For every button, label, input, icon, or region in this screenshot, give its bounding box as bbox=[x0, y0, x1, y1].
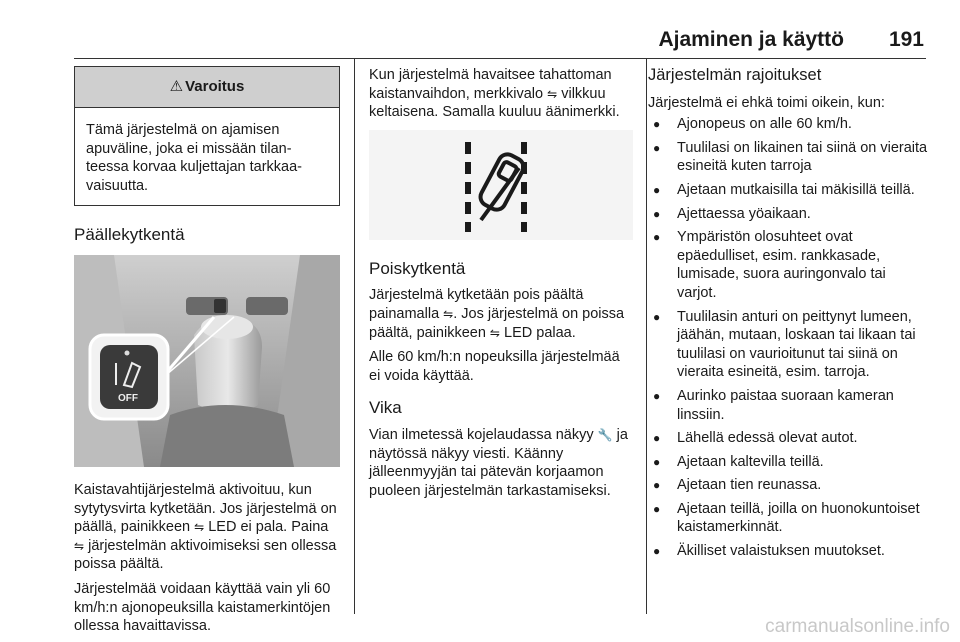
column-2 bbox=[369, 66, 633, 506]
paragraph-speed-limit: Järjestelmää voidaan käyttää vain yli 60 km/h:n ajonopeuksilla kaistamerkintöjen ollessa havaittavissa. bbox=[74, 580, 331, 635]
paragraph-detection: Kun järjestelmä havaitsee tahattoman kaistanvaihdon, merkkivalo ⇋ vilkkuu keltaisena. Samalla kuuluu äänimerkki. bbox=[369, 67, 620, 121]
lane-assist-icon: ⇋ bbox=[194, 520, 205, 535]
column-3 bbox=[648, 66, 928, 566]
warning-header bbox=[75, 67, 339, 108]
list-item: ● Tuulilasi on likainen tai siinä on vieraita esineitä kuten tarroja bbox=[648, 139, 928, 176]
list-item: ● Äkilliset valaistuksen muutokset. bbox=[648, 542, 928, 561]
console-button-photo bbox=[74, 255, 340, 467]
list-item: ● Aurinko paistaa suoraan kameran linssiin. bbox=[648, 387, 928, 424]
list-item: ● Tuulilasin anturi on peittynyt lumeen, jäähän, mutaan, loskaan tai likaan tai tuulilasi on vaurioitunut tai siinä on vieraita esineitä, esim. tarroja. bbox=[648, 308, 928, 382]
column-divider-2 bbox=[646, 58, 647, 614]
section-heading-deactivation: Poiskytkentä bbox=[369, 258, 466, 278]
paragraph-deactivation: Järjestelmä kytketään pois päältä painamalla ⇋. Jos järjestelmä on poissa päältä, painikkeen ⇋ LED palaa. bbox=[369, 287, 625, 341]
column-divider-1 bbox=[354, 58, 355, 614]
lane-assist-icon: ⇋ bbox=[74, 538, 85, 553]
wrench-icon: 🔧 bbox=[597, 427, 613, 442]
warning-icon: ⚠ bbox=[169, 77, 184, 95]
paragraph-low-speed: Alle 60 km/h:n nopeuksilla järjestelmää ei voida käyttää. bbox=[369, 349, 620, 384]
list-item: ● Lähellä edessä olevat autot. bbox=[648, 429, 928, 448]
list-item: ● Ajetaan kaltevilla teillä. bbox=[648, 453, 928, 472]
page-number: 191 bbox=[888, 28, 924, 51]
paragraph-limitations-intro: Järjestelmä ei ehkä toimi oikein, kun: bbox=[648, 94, 885, 111]
list-item: ● Ajetaan teillä, joilla on huonokuntoiset kaistamerkinnät. bbox=[648, 500, 928, 537]
list-item: ● Ajonopeus on alle 60 km/h. bbox=[648, 115, 928, 134]
lane-assist-icon: ⇋ bbox=[489, 325, 500, 340]
section-heading-activation: Päällekytkentä bbox=[74, 225, 185, 245]
section-title: Ajaminen ja käyttö bbox=[658, 28, 844, 51]
warning-title: Varoitus bbox=[185, 77, 245, 95]
paragraph-fault: Vian ilmetessä kojelaudassa näkyy 🔧 ja näytössä näkyy viesti. Käänny jälleenmyyjän tai pätevän korjaamon puoleen järjestelmän tarkastamiseksi. bbox=[369, 426, 628, 499]
section-heading-limitations: Järjestelmän rajoitukset bbox=[648, 66, 822, 84]
paragraph-activation: Kaistavahtijärjestelmä aktivoituu, kun sytytysvirta kytketään. Jos järjestelmä on päällä, painikkeen ⇋ LED ei pala. Paina ⇋ järjestelmän aktivoimiseksi sen ollessa poissa päältä. bbox=[74, 481, 337, 573]
page-header bbox=[74, 18, 926, 59]
section-heading-fault: Vika bbox=[369, 398, 402, 418]
list-item: ● Ajettaessa yöaikaan. bbox=[648, 205, 928, 224]
watermark: carmanualsonline.info bbox=[765, 616, 950, 637]
list-item: ● Ajetaan mutkaisilla tai mäkisillä teillä. bbox=[648, 181, 928, 200]
lane-assist-icon: ⇋ bbox=[443, 306, 454, 321]
list-item: ● Ajetaan tien reunassa. bbox=[648, 476, 928, 495]
lane-assist-indicator-illustration bbox=[369, 130, 633, 240]
warning-text: Tämä järjestelmä on ajamisen apuväline, joka ei missään tilanteessa korvaa kuljettajan tarkkaavaisuutta. bbox=[86, 122, 303, 194]
warning-box bbox=[74, 66, 340, 206]
off-label: OFF bbox=[118, 392, 138, 404]
list-item: ● Ympäristön olosuhteet ovat epäedulliset, esim. rankkasade, lumisade, suora auringonvalo tai varjot. bbox=[648, 228, 928, 302]
column-1 bbox=[74, 66, 340, 642]
limitations-list bbox=[648, 115, 928, 560]
lane-assist-icon: ⇋ bbox=[547, 86, 558, 101]
